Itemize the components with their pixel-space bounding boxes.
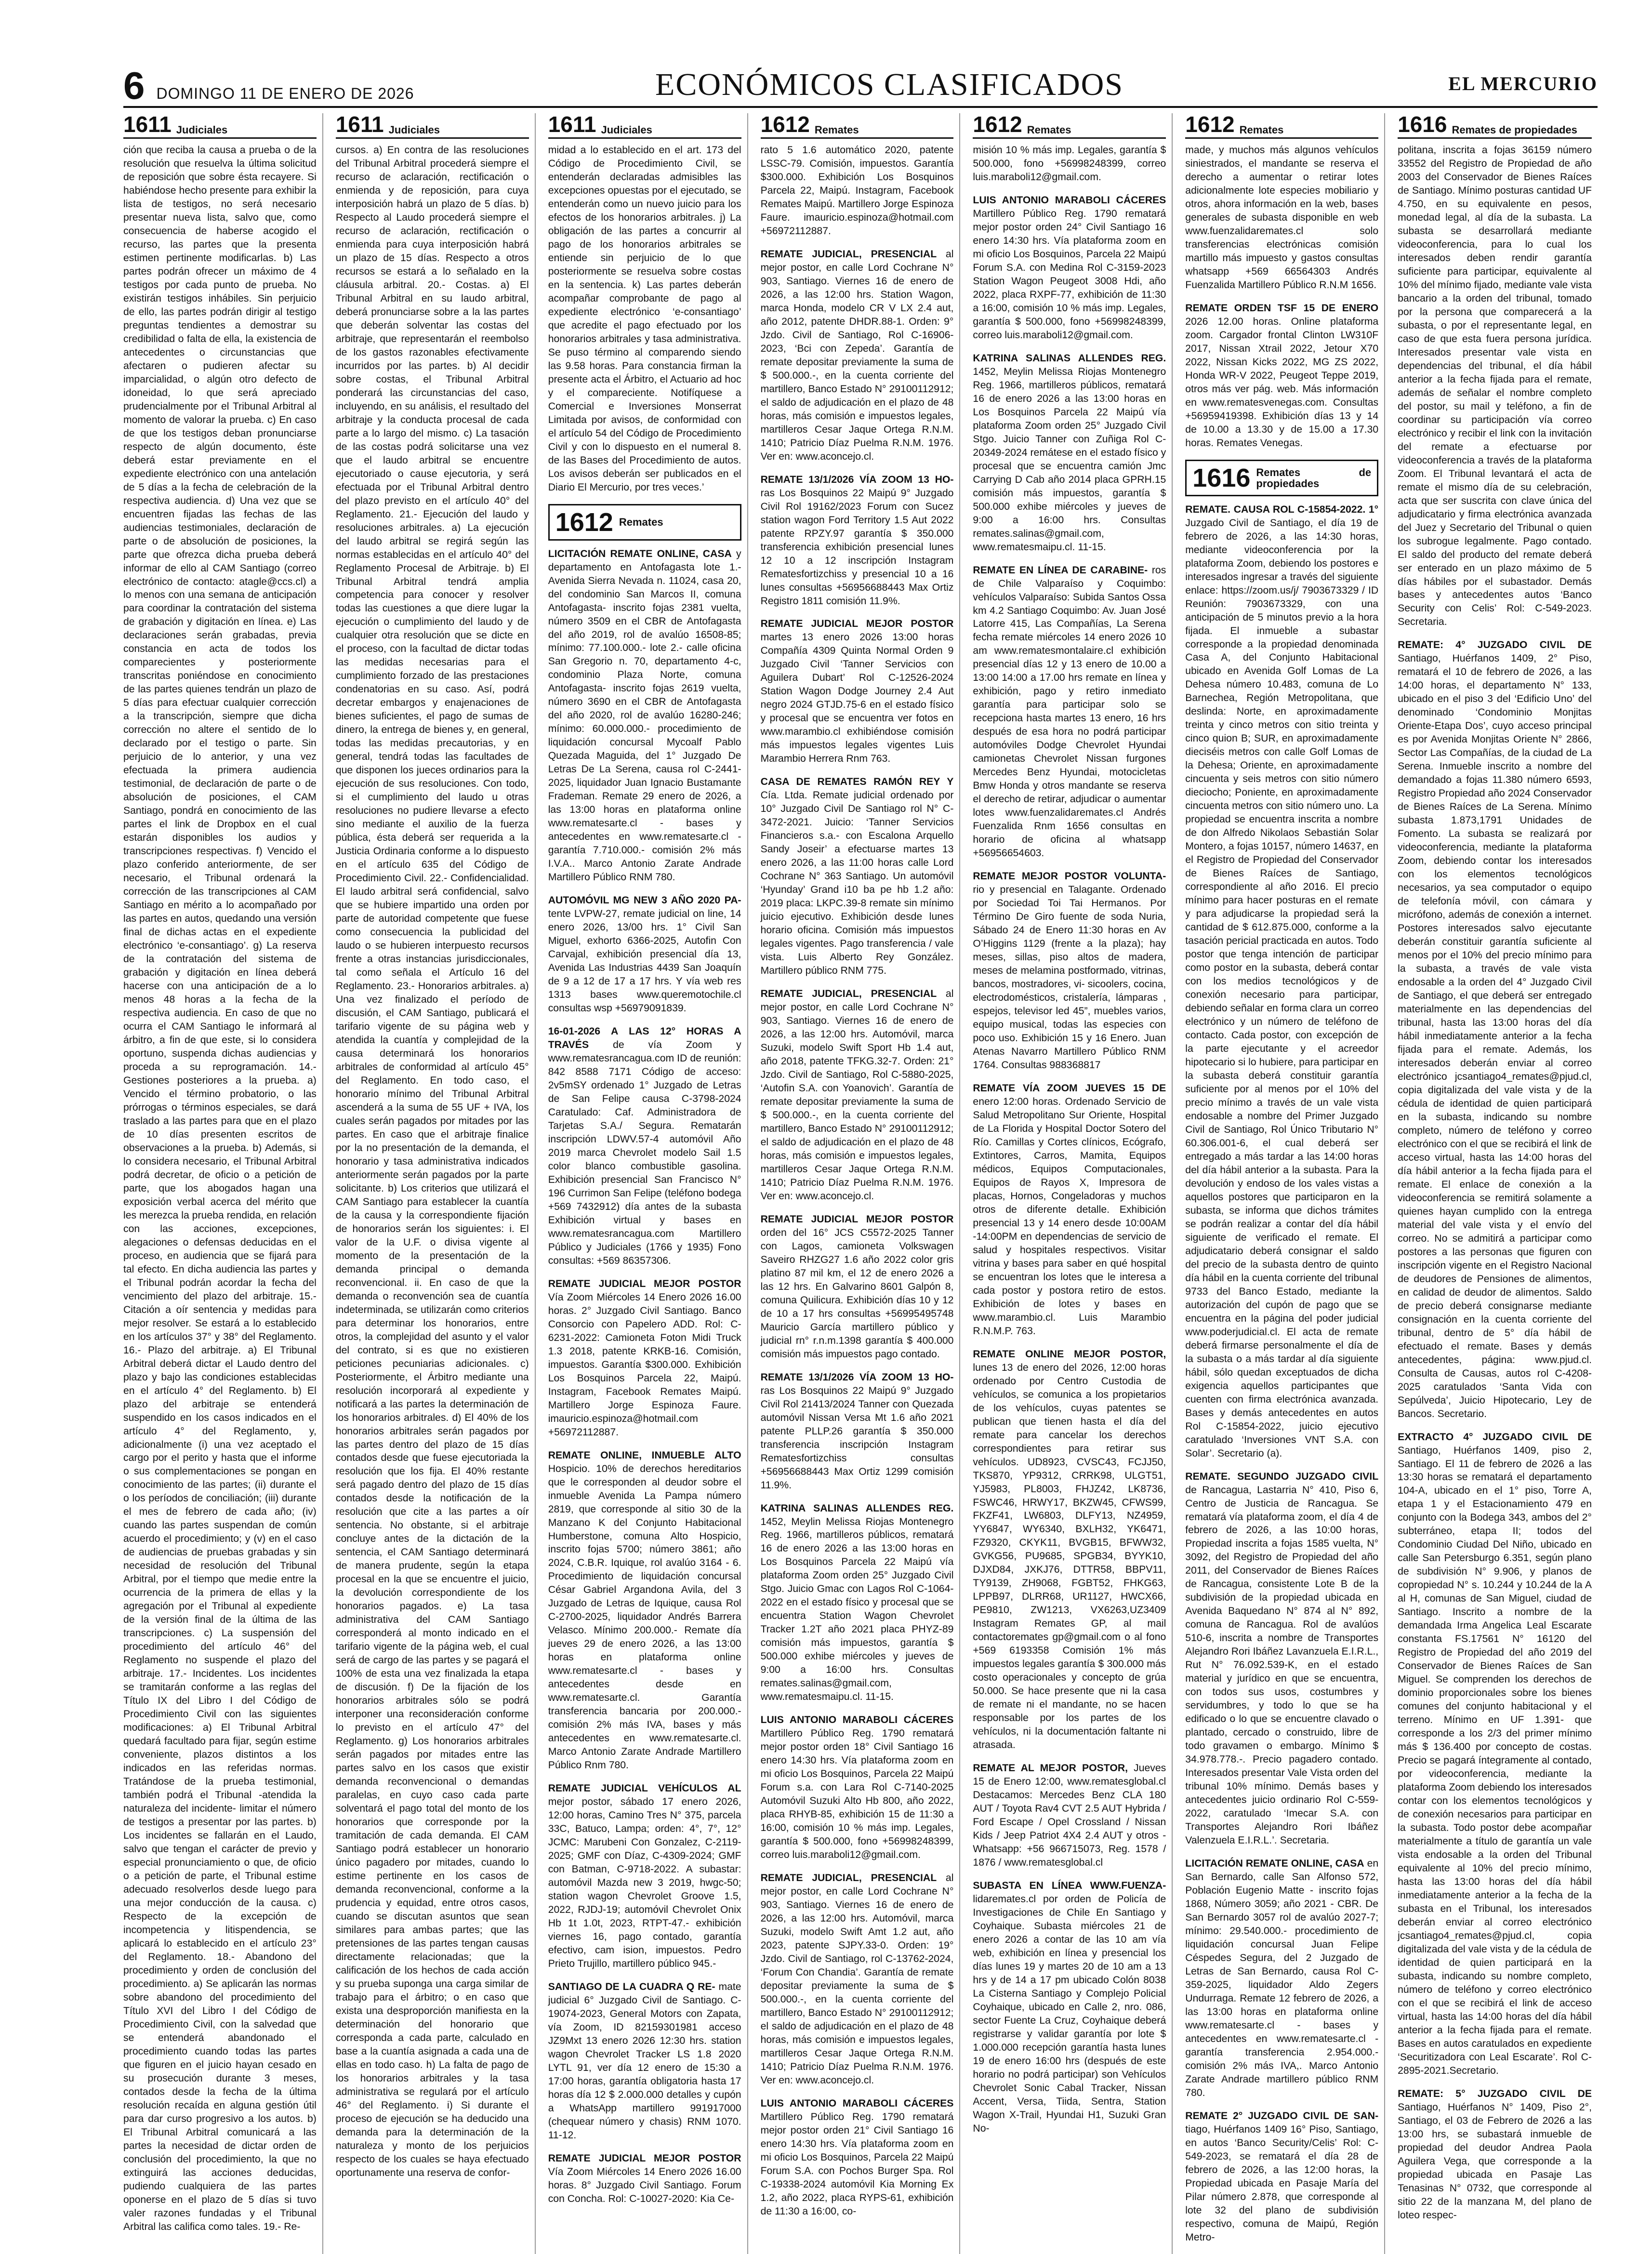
ad-title: REMATE JUDICIAL MEJOR POSTOR <box>760 1213 954 1225</box>
category-label: Judiciales <box>601 123 652 136</box>
ad-body: al mejor postor, en calle Lord Cochrane N° 903, Santiago. Viernes 16 de enero de 2026, a las 12:00 hrs. Station Wagon, marca Honda, modelo CR V LX 2.4 aut, año 2012, patente DHDR.88-1. Orden: 9° Jzdo. Civil de Santiago, Rol C-16906-2023, ‘Bci con Zepeda’. Garantía de remate depositar previamente la suma de $ 500.000.-, en la cuenta corriente del martillero, Banco Estado N° 29100112912; el saldo de adjudicación en el plazo de 48 horas, más comisión e impuestos legales, martilleros Cesar Jaque Ortega R.N.M. 1410; Patricio Díaz Puelma R.N.M. 1976. Ver en: www.aconcejo.cl. <box>760 248 954 462</box>
category-code: 1612 <box>1185 112 1235 137</box>
classified-ad <box>973 870 1166 1072</box>
classified-ad <box>973 352 1166 554</box>
ad-title: SANTIAGO DE LA CUADRA Q RE- <box>548 1981 715 1992</box>
ad-body: Martillero Público Reg. 1790 rematará mejor postor orden 18° Civil Santiago 16 enero 14:30 hrs. Vía plataforma zoom en mi oficio Los Bosquinos, Parcela 22 Maipú Forum s.a. con Lara Rol C-7140-2025 Automóvil Suzuki Alto Hb 800, año 2022, placa RHYB-85, exhibición 15 de 11:30 a 16:00, comisión 10 % más imp. Legales, garantía $ 500.000, fono +56998248399, correo luis.maraboli12@gmail.com. <box>760 1728 954 1861</box>
classified-ad <box>548 1025 741 1268</box>
ad-title: REMATE AL MEJOR POSTOR, <box>973 1763 1128 1774</box>
ad-title: REMATE VÍA ZOOM JUEVES 15 DE <box>973 1082 1166 1094</box>
classified-ad <box>336 144 529 2180</box>
ad-body: 1452, Meylin Melissa Riojas Montenegro Reg. 1966, martilleros públicos, rematará 16 de enero 2026 a las 13:00 horas en Los Bosquinos Parcela 22 Maipú vía plataforma Zoom orden 25° Juzgado Civil Stgo. Juicio Gmac con Lagos Rol C-1064-2022 en el estado físico y procesal que se encuentra Station Wagon Chevrolet Tracker 1.2T año 2021 placa PHYZ-89 comisión más impuestos, garantía $ 500.000 exhibe miércoles y jueves de 9:00 a 16:00 hrs. Consultas remates.salinas@gmail.com, www.rematesmaipu.cl. 11-15. <box>760 1516 954 1703</box>
classified-ad <box>761 987 954 1203</box>
classified-ad <box>1185 503 1378 1460</box>
classified-ad <box>1398 638 1592 1420</box>
ad-body: Martillero Público Reg. 1790 rematará mejor postor orden 21° Civil Santiago 16 enero 14:30 hrs. Vía plataforma zoom en mi oficio Los Bosquinos, Parcela 22 Maipú Forum S.A. con Pochos Burger Spa. Rol C-19338-2024 automóvil Kia Morning Ex 1.2, año 2022, placa RYPS-61, exhibición de 11:30 a 16:00, co- <box>760 2111 954 2217</box>
ad-body: Santiago, Huérfanos 1409, 2° Piso, rematará el 10 de febrero de 2026, a las 14:00 horas, el departamento N° 133, ubicado en el piso 3 del ‘Edificio Uno’ del denominado ‘Condominio Monjitas Oriente-Etapa Dos’, cuyo acceso principal es por Avenida Monjitas Oriente N° 2866, Sector Las Compañías, de la ciudad de La Serena. Inmueble inscrito a nombre del demandado a fojas 11.380 número 6593, Registro Propiedad año 2024 Conservador de Bienes Raíces de La Serena. Mínimo subasta 1.873,1791 Unidades de Fomento. La subasta se realizará por videoconferencia, mediante la plataforma Zoom, debiendo contar los interesados con los elementos tecnológicos necesarios, ya sea computador o equipo de telefonía móvil, con cámara y micrófono, además de conexión a internet. Postores interesados salvo ejecutante deberán constituir garantía suficiente al menos por el 10% del precio mínimo para la subasta, a través de vale vista endosable a la orden del 4° Juzgado Civil de Santiago, el que deberá ser entregado materialmente en las dependencias del tribunal, hasta las 13:00 horas del día hábil inmediatamente anterior a la fecha fijada para el remate. Además, los interesados deberán enviar al correo electrónico jcsantiago4_remates@pjud.cl, copia digitalizada del vale vista y de la cédula de identidad de quien participará en la subasta, indicando su nombre completo, número de teléfono y correo electrónico con el que se recibirá el link de acceso virtual, hasta las 14:00 horas del día hábil anterior a la fecha fijada para el remate. El enlace de conexión a la videoconferencia se remitirá solamente a quienes hayan cumplido con la entrega material del vale vista y el envío del correo. No se admitirá a participar como postores a las personas que figuren con inscripción vigente en el Registro Nacional de deudores de Pensiones de alimentos, en calidad de deudor de alimentos. Saldo de precio deberá consignarse mediante consignación en la cuenta corriente del tribunal, dentro de 5° día hábil de efectuado el remate. Bases y demás antecedentes, página: www.pjud.cl. Consulta de Causas, autos rol C-4208-2025 caratulados ‘Santa Vida con Sepúlveda’, Juicio Hipotecario, Ley de Bancos. Secretario. <box>1398 653 1592 1419</box>
category-code: 1612 <box>760 112 810 137</box>
classified-ad <box>548 1980 741 2142</box>
ad-title: REMATE. SEGUNDO JUZGADO CIVIL <box>1185 1471 1379 1482</box>
classified-ad <box>1185 1470 1378 1848</box>
column-header <box>123 113 317 139</box>
category-label: Judiciales <box>176 123 228 136</box>
ad-title: KATRINA SALINAS ALLENDES REG. <box>760 1502 954 1514</box>
category-label: Remates de propiedades <box>1256 466 1372 490</box>
ad-title: CASA DE REMATES RAMÓN REY Y <box>760 776 954 788</box>
classified-ad <box>761 1871 954 2087</box>
classified-column <box>1398 113 1598 2254</box>
ad-title: LUIS ANTONIO MARABOLI CÁCERES <box>760 1714 954 1726</box>
classified-column <box>973 113 1173 2254</box>
ad-title: REMATE. CAUSA ROL C-15854-2022. 1° <box>1185 504 1379 515</box>
category-code: 1612 <box>555 507 613 537</box>
classifieds-columns <box>123 112 1598 2243</box>
ad-body: misión 10 % más imp. Legales, garantía $ 500.000, fono +56998248399, correo luis.maraboli12@gmail.com. <box>973 145 1166 183</box>
classified-column <box>548 113 748 2254</box>
classified-ad <box>761 1502 954 1704</box>
classified-ad <box>761 473 954 608</box>
ad-title: SUBASTA EN LÍNEA WWW.FUENZA- <box>973 1880 1166 1892</box>
ad-body: martes 13 enero 2026 13:00 horas Compañía 4309 Quinta Normal Orden 9 Juzgado Civil ‘Tanner Servicios con Aguilera Dubart’ Rol C-12526-2024 Station Wagon Dodge Journey 2.4 Aut negro 2024 GTJD.75-6 en el estado físico y procesal que se encuentra ver fotos en www.marambio.cl exhibiéndose comisión más impuestos legales vigentes Luis Marambio Herrera Rnm 763. <box>760 632 954 765</box>
ad-title: REMATE JUDICIAL VEHÍCULOS AL <box>548 1783 741 1794</box>
ad-title: LICITACIÓN REMATE ONLINE, CASA <box>1185 1858 1364 1869</box>
ad-body: al mejor postor, en calle Lord Cochrane N° 903, Santiago. Viernes 16 de enero de 2026, a las 12:00 hrs. Automóvil, marca Suzuki, modelo Swift Amt 1.2 aut, año 2023, patente SJPY.33-0. Orden: 19° Jzdo. Civil de Santiago, rol C-13762-2024, ‘Forum Con Chandia’. Garantía de remate depositar previamente la suma de $ 500.000.-, en la cuenta corriente del martillero, Banco Estado N° 29100112912; el saldo de adjudicación en el plazo de 48 horas, más comisión e impuestos legales, martilleros Cesar Jaque Ortega R.N.M. 1410; Patricio Díaz Puelma R.N.M. 1976. Ver en: www.aconcejo.cl. <box>760 1872 954 2086</box>
classified-column <box>761 113 961 2254</box>
newspaper-brand: EL MERCURIO <box>1448 73 1598 94</box>
classified-ad <box>548 1782 741 1971</box>
category-code: 1611 <box>123 112 172 137</box>
category-code: 1611 <box>548 112 596 137</box>
ad-body: Hospicio. 10% de derechos hereditarios que le corresponden al deudor sobre el inmueble Avenida La Pampa número 2819, que corresponde al sitio 30 de la Manzano K del Conjunto Habitacional Humberstone, comuna Alto Hospicio, inscrito fojas 5700; número 3861; año 2024, C.B.R. Iquique, rol avalúo 3164 - 6. Procedimiento de liquidación concursal César Gabriel Argandona Avila, del 3 Juzgado de Letras de Iquique, causa Rol C-2700-2025, liquidador Andrés Barrera Velasco. Mínimo 200.000.- Remate día jueves 29 de enero 2026, a las 13:00 horas en plataforma online www.rematesarte.cl - bases y antecedentes desde en www.rematesarte.cl. Garantía transferencia bancaria por 200.000.- comisión 2% más IVA, bases y más antecedentes en www.rematesarte.cl. Marco Antonio Zarate Andrade Martillero Público Rnm 780. <box>548 1463 741 1771</box>
ad-body: lunes 13 de enero del 2026, 12:00 horas ordenado por Centro Custodia de vehículos, se comunica a los propietarios de los vehículos, cuyas patentes se publican que tienen hasta el día del remate para cancelar los derechos correspondientes para retirar sus vehículos. UD8923, CVSC43, FCJJ50, TKS870, YP9312, CRRK98, ULGT51, YJ5983, PL8003, FHJZ42, LK8736, FSWC46, HRWY17, BKZW45, CFWS99, FKZF41, LW6803, DLFY13, NZ4959, YY6847, WY6340, BXLH32, YK6471, FZ9320, CKYK11, BVGB15, BFWW32, GVKG56, PU9685, SPGB34, BYYK10, DJXD84, JXKJ76, DTTR58, BBPV11, TY9139, ZH9068, FGBT52, FHKG63, LPPB97, DLRR68, UR1127, HWCX66, PE9810, ZW1213, VX6263,UZ3409 Instagram Remates GP, al mail contactoremates gp@gmail.com o al fono +569 6193358 Comisión 1% más impuestos legales garantía $ 300.000 más costo operacionales y concepto de grúa 50.000. Se hace presente que ni la casa de remate ni el mandante, no se hacen responsable por los partes de los vehículos, ni la documentación faltante ni atrasada. <box>973 1362 1166 1751</box>
classified-column <box>336 113 536 2254</box>
ad-title: REMATE 2° JUZGADO CIVIL DE SAN- <box>1185 2110 1379 2121</box>
ad-title: LUIS ANTONIO MARABOLI CÁCERES <box>760 2097 954 2109</box>
page-info <box>123 64 414 108</box>
ad-title: LUIS ANTONIO MARABOLI CÁCERES <box>973 194 1166 206</box>
ad-title: REMATE EN LÍNEA DE CARABINE- <box>973 564 1148 576</box>
classified-ad <box>1185 302 1378 450</box>
ad-body: Santiago, Huérfanos N° 1409, Piso 2°, Santiago, el 03 de Febrero de 2026 a las 13:00 hrs, se subastará inmueble de propiedad del deudor Andrea Paola Aguilera Vega, que corresponde a la propiedad ubicada en Pasaje Las Tenasinas N° 0732, que corresponde al sitio 22 de la manzana M, del plano de loteo respec- <box>1398 2101 1592 2221</box>
classified-ad <box>761 617 954 766</box>
ad-body: Vía Zoom Miércoles 14 Enero 2026 16.00 horas. 2° Juzgado Civil Santiago. Banco Consorcio con Papelero ADD. Rol: C-6231-2022: Camioneta Foton Midi Truck 1.3 2018, patente KRKB-16. Comisión, impuestos. Garantía $300.000. Exhibición Los Bosquinos Parcela 22, Maipú. Instagram, Facebook Remates Maipú. Martillero Jorge Espinoza Faure. imauricio.espinoza@hotmail.com +56972112887. <box>548 1291 741 1438</box>
ad-body: ras Los Bosquinos 22 Maipú 9° Juzgado Civil Rol 19162/2023 Forum con Sucez station wagon Ford Territory 1.5 Aut 2022 patente RPZY.97 garantía $ 350.000 transferencia exhibición presencial lunes 12 10 a 12 inscripción Instagram Rematesfortizchiss y presencial 10 a 16 lunes consultas +56956688443 Max Ortiz Registro 1811 comisión 11.9%. <box>760 487 954 607</box>
classified-ad <box>973 194 1166 342</box>
ad-title: REMATE JUDICIAL MEJOR POSTOR <box>548 1278 741 1289</box>
classified-ad <box>761 2097 954 2218</box>
classified-ad <box>761 1371 954 1492</box>
section-title: ECONÓMICOS CLASIFICADOS <box>655 67 1123 102</box>
classified-ad <box>973 564 1166 861</box>
category-code: 1612 <box>973 112 1022 137</box>
classified-ad <box>1185 2109 1378 2244</box>
ad-title: REMATE JUDICIAL MEJOR POSTOR <box>760 618 954 630</box>
ad-title: REMATE ONLINE MEJOR POSTOR, <box>973 1348 1166 1360</box>
category-label: Remates <box>814 123 859 136</box>
ad-body: 2026 12.00 horas. Online plataforma zoom. Cargador frontal Clinton LW310F 2017, Nissan Xtrail 2022, Jetour X70 2022, Nissan Kicks 2022, MG ZS 2022, Honda WR-V 2022, Peugeot Teppe 2019, otros más ver pág. web. Más información en www.rematesvenegas.com. Consultas +56959419398. Exhibición días 13 y 14 de 10.00 a 13.30 y de 15.00 a 17.30 horas. Remates Venegas. <box>1185 316 1379 449</box>
ad-title: REMATE ORDEN TSF 15 DE ENERO <box>1185 302 1379 314</box>
edition-date: DOMINGO 11 DE ENERO DE 2026 <box>156 85 414 102</box>
category-code: 1616 <box>1398 112 1447 137</box>
ad-body: de vía Zoom y www.rematesrancagua.com ID de reunión: 842 8588 7171 Código de acceso: 2v5mSY ordenado 1° Juzgado de Letras de San Felipe causa C-3798-2024 Caratulado: Caf. Administradora de Tarjetas S.A./ Segura. Rematarán inscripción LDWV.57-4 automóvil Año 2019 marca Chevrolet modelo Sail 1.5 color blanco combustible gasolina. Exhibición presencial San Francisco N° 196 Currimon San Felipe (teléfono bodega +569 7432912) día antes de la subasta Exhibición virtual y bases en www.rematesrancagua.com Martillero Público y Judiciales (1766 y 1935) Fono consultas: +569 86357306. <box>548 1039 741 1266</box>
classified-ad <box>548 2152 741 2206</box>
classified-ad <box>761 1213 954 1361</box>
ad-body: y departamento en Antofagasta lote 1.- Avenida Sierra Nevada n. 11024, casa 20, del condominio San Marcos II, comuna Antofagasta- inscrito fojas 2381 vuelta, número 3509 en el CBR de Antofagasta del año 2019, rol de avalúo 16508-85; mínimo: 77.100.000.- lote 2.- calle oficina San Gregorio n. 70, departamento 4-c, condominio Plaza Norte, comuna Antofagasta- inscrito fojas 2619 vuelta, número 3690 en el CBR de Antofagasta del año 2020, rol de avalúo 16280-246; mínimo: 60.000.000.- procedimiento de liquidación concursal Mycoalf Pablo Quezada Maguida, del 1° Juzgado De Letras De La Serena, causa rol C-2441-2025, liquidador Juan Ignacio Bustamante Frademan. Remate 29 enero de 2026, a las 13:00 horas en plataforma online www.rematesarte.cl - bases y antecedentes en www.rematesarte.cl - garantía 7.710.000.- comisión 2% más I.V.A.. Marco Antonio Zarate Andrade Martillero Público RNM 780. <box>548 548 741 883</box>
category-label: Remates <box>1239 123 1284 136</box>
ad-title: REMATE 13/1/2026 VÍA ZOOM 13 HO- <box>760 474 954 485</box>
column-header <box>761 113 954 139</box>
ad-body: ras Los Bosquinos 22 Maipú 9° Juzgado Civil Rol 21413/2024 Tanner con Quezada automóvil Nissan Versa Mt 1.6 año 2021 patente PLLP.26 garantía $ 350.000 transferencia inscripción Instagram Rematesfortizchiss consultas +56956688443 Max Ortiz 1299 comisión 11.9%. <box>760 1385 954 1491</box>
ad-body: cursos. a) En contra de las resoluciones del Tribunal Arbitral procederá siempre el recurso de aclaración, rectificación o enmienda y de reposición, para cuya interposición habrá un plazo de 5 días. b) Respecto al Laudo procederá siempre el recurso de aclaración, rectificación o enmienda para cuya interposición habrá un plazo de 15 días. Respecto a otros recursos se estará a lo señalado en la cláusula arbitral. 20.- Costas. a) El Tribunal Arbitral en su laudo arbitral, deberá pronunciarse sobre a la las partes que deberán solventar las costas del arbitraje, que representarán el reembolso de los gastos razonables efectivamente incurridos por las partes. b) Al decidir sobre costas, el Tribunal Arbitral ponderará las circunstancias del caso, incluyendo, en su análisis, el resultado del arbitraje y la conducta procesal de cada parte a lo largo del mismo. c) La tasación de las costas podrá solicitarse una vez que el laudo arbitral se encuentre ejecutoriado o cause ejecutoria, y será efectuada por el Tribunal Arbitral dentro del plazo previsto en el artículo 40° del Reglamento. 21.- Ejecución del laudo y resoluciones arbitrales. a) La ejecución del laudo arbitral se regirá según las normas establecidas en el artículo 40° del Reglamento Procesal de Arbitraje. b) El Tribunal Arbitral tendrá amplia competencia para conocer y resolver todas las cuestiones a que diere lugar la ejecución o cumplimiento del laudo y de cualquier otra resolución que se dicte en el proceso, con la facultad de dictar todas las medidas necesarias para el cumplimiento forzado de las prestaciones condenatorias en su caso. Así, podrá decretar embargos y enajenaciones de bienes suficientes, el pago de sumas de dinero, la entrega de bienes y, en general, todas las medidas precautorias, y en general, tendrá todas las facultades de que disponen los jueces ordinarios para la ejecución de sus resoluciones. Con todo, si el cumplimiento del laudo u otras resoluciones no pudiere llevarse a efecto sino mediante el auxilio de la fuerza pública, ésta deberá ser requerida a la Justicia Ordinaria conforme a lo dispuesto en el artículo 635 del Código de Procedimiento Civil. 22.- Confidencialidad. El laudo arbitral será confidencial, salvo que se hubiere impartido una orden por parte de autoridad competente que fuese como consecuencia la publicidad del laudo o se hubieren interpuesto recursos frente a otras instancias jurisdiccionales, tal como señala el Artículo 16 del Reglamento. 23.- Honorarios arbitrales. a) Una vez finalizado el período de discusión, el CAM Santiago, publicará el tarifario vigente de su página web y atendida la cuantía y complejidad de la causa determinará los honorarios arbitrales de conformidad al artículo 45° del Reglamento. En todo caso, el honorario mínimo del Tribunal Arbitral ascenderá a la suma de 55 UF + IVA, los cuales serán pagados por mitades por las partes. En caso que el arbitraje finalice por la no presentación de la demanda, el honorario y tasa administrativa indicados anteriormente serán pagados por la parte solicitante. b) Los criterios que utilizará el CAM Santiago para establecer la cuantía de la causa y la correspondiente fijación de honorarios serán los siguientes: i. El valor de la U.F. o divisa vigente al momento de la presentación de la demanda principal o demanda reconvencional. ii. En caso de que la demanda o reconvención sea de cuantía indeterminada, se utilizarán como criterios para determinar los honorarios, entre otros, la complejidad del asunto y el valor del contrato, si es que no existieren peticiones pecuniarias adicionales. c) Posteriormente, el Árbitro mediante una resolución incorporará al expediente y notificará a las partes la determinación de los honorarios arbitrales. d) El 40% de los honorarios arbitrales serán pagados por las partes dentro del plazo de 15 días contados desde que fuese ejecutoriada la resolución que los fija. El 40% restante será pagado dentro del plazo de 15 días contados desde la notificación de la resolución que cite a las partes a oír sentencia. No obstante, si el arbitraje concluye antes de la dictación de la sentencia, el CAM Santiago determinará de manera prudente, según la etapa procesal en la que se encuentre el juicio, la devolución correspondiente de los honorarios pagados. e) La tasa administrativa del CAM Santiago corresponderá al monto indicado en el tarifario vigente de la página web, el cual será de cargo de las partes y se pagará el 100% de esta una vez finalizada la etapa de discusión. f) De la fijación de los honorarios arbitrales sólo se podrá interponer una reconsideración conforme lo previsto en el artículo 47° del Reglamento. g) Los honorarios arbitrales serán pagados por mitades entre las partes salvo en los casos que existir demanda reconvencional o demandas paralelas, en cuyo caso cada parte solventará el pago total del monto de los honorarios que corresponde por la tramitación de cada demanda. El CAM Santiago podrá establecer un honorario único pagadero por mitades, cuando lo estime pertinente en los casos de demanda reconvencional, conforme a la prudencia y equidad, entre otros casos, cuando se discutan asuntos que sean similares para ambas partes; que las pretensiones de las partes tengan causas directamente relacionadas; que la calificación de los hechos de cada acción y su prueba suponga una carga similar de trabajo para el árbitro; o en caso que exista una desproporción manifiesta en la determinación del honorario que corresponda a cada parte, calculado en base a la cuantía asignada a cada una de ellas en todo caso. h) La falta de pago de los honorarios arbitrales y la tasa administrativa se regulará por el artículo 46° del Reglamento. i) Si durante el proceso de ejecución se ha deducido una demanda para la determinación de la naturaleza y monto de los perjuicios respecto de los cuales se haya efectuado oportunamente una reserva de confor- <box>335 145 529 2178</box>
ad-body: Jueves 15 de Enero 12:00, www.rematesglobal.cl Destacamos: Mercedes Benz CLA 180 AUT / Toyota Rav4 CVT 2.5 AUT Hybrida / Ford Escape / Opel Crossland / Nissan Kids / Jeep Patriot 4X4 2.4 AUT y otros - Whatsapp: +56 966715073, Reg. 1578 / 1876 / www.rematesglobal.cl <box>973 1763 1166 1869</box>
classified-ad <box>973 1348 1166 1752</box>
ad-title: REMATE: 5° JUZGADO CIVIL DE <box>1398 2088 1592 2099</box>
classified-ad <box>1185 1857 1378 2100</box>
ad-body: midad a lo establecido en el art. 173 del Código de Procedimiento Civil, se entenderán declaradas admisibles las excepciones opuestas por el ejecutado, se entenderán como un nuevo juicio para los efectos de los honorarios arbitrales. j) La obligación de las partes a concurrir al pago de los honorarios arbitrales se entiende sin perjuicio de lo que posteriormente se resuelva sobre costas en la sentencia. k) Las partes deberán acompañar comprobante de pago al expediente electrónico ‘e-consantiago’ que acredite el pago efectuado por los honorarios arbitrales y tasa administrativa. Se puso término al comparendo siendo las 9.58 horas. Para constancia firman la presente acta el Árbitro, el Actuario ad hoc y el compareciente. Notifíquese a Comercial e Inversiones Monserrat Limitada por avisos, de conformidad con el artículo 54 del Código de Procedimiento Civil y con lo dispuesto en el numeral 8. de las Bases del Procedimiento de autos. Los avisos deberán ser publicados en el Diario El Mercurio, por tres veces.’ <box>548 145 741 493</box>
ad-title: KATRINA SALINAS ALLENDES REG. <box>973 352 1166 364</box>
classified-ad <box>973 1082 1166 1338</box>
category-code: 1616 <box>1192 463 1251 492</box>
ad-body: ción que reciba la causa a prueba o de la resolución que resuelva la última solicitud de reposición que sobre ésta recayere. Si habiéndose hecho presente para exhibir la lista de testigos, no será necesario presentar nueva lista, salvo que, como consecuencia de haberse acogido el recurso, las partes que la presenta estimen pertinente modificarlas. b) Las partes podrán ofrecer un máximo de 4 testigos por cada punto de prueba. No existirán testigos inhábiles. Sin perjuicio de ello, las partes podrán dirigir al testigo preguntas tendientes a demostrar su credibilidad o falta de ella, la existencia de antecedentes o circunstancias que afectaren o pudieren afectar su imparcialidad, o algún otro defecto de idoneidad, lo que será apreciado prudencialmente por el Tribunal Arbitral al momento de valorar la prueba. c) En caso de que los testigos deban pronunciarse respecto de algún documento, éste deberá estar previamente en el expediente electrónico con una antelación de 5 días a la fecha de celebración de la respectiva audiencia. d) Una vez que se encuentren fijadas las fechas de las audiencias testimoniales, declaración de parte o de absolución de posiciones, la parte que ofrezca dicha prueba deberá informar de ello al CAM Santiago (correo electrónico de contacto: atagle@ccs.cl) a lo menos con una semana de anticipación para coordinar la contratación del sistema de grabación y digitación en línea. e) Las declaraciones serán grabadas, previa constancia en acta de todos los comparecientes y posteriormente transcritas poniéndose en conocimiento de las partes quienes tendrán un plazo de 5 días para efectuar cualquier corrección a la transcripción, siempre que dicha corrección no altere el sentido de lo declarado por el testigo o parte. Sin perjuicio de lo anterior, y una vez efectuada la primera audiencia testimonial, de declaración de parte o de absolución de posiciones, el CAM Santiago, pondrá en conocimiento de las partes el link de Dropbox en el cual estarán disponibles los audios y transcripciones respectivas. f) Vencido el plazo conferido anteriormente, de ser necesario, el Tribunal ordenará la corrección de las transcripciones al CAM Santiago en mérito a lo acompañado por las partes en autos, quedando una versión final de dichas actas en el expediente electrónico ‘e-consantiago’. g) La reserva de la contratación del sistema de grabación y digitación en línea deberá hacerse con una anticipación de a lo menos 48 horas a la fecha de la respectiva audiencia. En caso de que no ocurra el CAM Santiago le informará al árbitro, a fin de que este, si lo considera oportuno, suspenda dichas audiencias y proceda a su reprogramación. 14.- Gestiones posteriores a la prueba. a) Vencido el término probatorio, o las prórrogas o términos especiales, se dará traslado a las partes para que en el plazo de 10 días presenten escritos de observaciones a la prueba. b) Además, si lo considera necesario, el Tribunal Arbitral podrá decretar, de oficio o a petición de parte, que los abogados hagan una exposición verbal acerca del mérito que les merezca la prueba rendida, en relación con las acciones, excepciones, alegaciones o defensas deducidas en el proceso, en audiencia que se fijará para tal efecto. En dicha audiencia las partes y el Tribunal podrán acordar la fecha del vencimiento del plazo del arbitraje. 15.- Citación a oír sentencia y medidas para mejor resolver. Se estará a lo establecido en los artículos 37° y 38° del Reglamento. 16.- Plazo del arbitraje. a) El Tribunal Arbitral deberá dictar el Laudo dentro del plazo y bajo las condiciones establecidas en el artículo 4° del Reglamento. b) El plazo del arbitraje se entenderá suspendido en los casos indicados en el artículo 4° del Reglamento, y, adicionalmente (i) una vez aceptado el cargo por el perito y hasta que el informe o sus complementaciones se pongan en conocimiento de las partes; (ii) durante el o los períodos de conciliación; (iii) durante el mes de febrero de cada año; (iv) cuando las partes suspendan de común acuerdo el procedimiento; y (v) en el caso de audiencias de pruebas grabadas y sin necesidad de resolución del Tribunal Arbitral, por el tiempo que medie entre la ocurrencia de la primera de ellas y la agregación por el Tribunal al expediente de la versión final de la última de las transcripciones. c) La suspensión del procedimiento del artículo 46° del Reglamento no suspende el plazo del arbitraje. 17.- Incidentes. Los incidentes se tramitarán conforme a las reglas del Título IX del Libro I del Código de Procedimiento Civil con las siguientes modificaciones: a) El Tribunal Arbitral quedará facultado para fijar, según estime conveniente, plazos distintos a los indicados en las referidas normas. Tratándose de la prueba testimonial, también podrá el Tribunal -atendida la naturaleza del incidente- limitar el número de testigos a presentar por las partes. b) Los incidentes se fallarán en el Laudo, salvo que tengan el carácter de previo y especial pronunciamiento o que, de oficio o a petición de parte, el Tribunal estime adecuado resolverlos desde luego para una mejor conducción de la causa. c) Respecto de la excepción de incompetencia y litispendencia, se aplicará lo establecido en el artículo 23° del Reglamento. 18.- Abandono del procedimiento y orden de conclusión del procedimiento. a) Se aplicarán las normas sobre abandono del procedimiento del Título XVI del Libro I del Código de Procedimiento Civil, con la salvedad que se entenderá abandonado el procedimiento cuando todas las partes que figuren en el juicio hayan cesado en su prosecución durante 3 meses, contados desde la fecha de la última resolución recaída en alguna gestión útil para dar curso progresivo a los autos. b) El Tribunal Arbitral comunicará a las partes la necesidad de dictar orden de conclusión del procedimiento, la que no extinguirá las acciones deducidas, pudiendo cualquiera de las partes oponerse en el plazo de 5 días si tuvo valer razones fundadas y el Tribunal Arbitral las califica como tales. 19.- Re- <box>123 145 317 2232</box>
ad-body: en San Bernardo, calle San Alfonso 572, Población Eugenio Matte - inscrito fojas 1868, Número 3059; año 2021 - CBR. De San Bernardo 3057 rol de avalúo 2027-7; mínimo: 29.540.000.- procedimiento de liquidación concursal Juan Felipe Céspedes Segura, del 2 Juzgado de Letras de San Bernardo, causa Rol C-359-2025, liquidador Aldo Zegers Undurraga. Remate 12 febrero de 2026, a las 13:00 horas en plataforma online www.rematesarte.cl - bases y antecedentes en www.rematesarte.cl - garantía transferencia 2.954.000.- comisión 2% más IVA,. Marco Antonio Zarate Andrade martillero público RNM 780. <box>1185 1858 1379 2098</box>
page-number: 6 <box>123 64 145 107</box>
ad-body: made, y muchos más algunos vehículos siniestrados, el mandante se reserva el derecho a aumentar o retirar lotes adicionalmente lote especies mobiliario y otros, ahora información en la web, bases generales de subasta disponible en web www.fuenzalidaremates.cl solo transferencias electrónicas comisión martillo más impuesto y gastos consultas whatsapp +569 66564303 Andrés Fuenzalida Martillero Público R.N.M 1656. <box>1185 145 1379 291</box>
classified-ad <box>1398 2087 1592 2222</box>
classified-column <box>123 113 323 2254</box>
ad-body: tiago, Huérfanos 1409 16° Piso, Santiago, en autos ‘Banco Security/Celis’ Rol: C-549-2023, se rematará el día 28 de febrero de 2026, a las 12:00 horas, la Propiedad ubicada en Pasaje María del Pilar número 2.878, que corresponde al lote 32 del plano de subdivisión respectivo, comuna de Maipú, Región Metro- <box>1185 2123 1379 2243</box>
classified-column <box>1185 113 1385 2254</box>
classified-ad <box>761 248 954 464</box>
ad-body: Juzgado Civil de Santiago, el día 19 de febrero de 2026, a las 14:30 horas, mediante videoconferencia por la plataforma Zoom, debiendo los postores e interesados ingresar a través del siguiente enlace: https://zoom.us/j/ 7903673329 / ID Reunión: 7903673329, con una anticipación de 5 minutos previo a la hora fijada. El inmueble a subastar corresponde a la propiedad denominada Casa A, del Conjunto Habitacional ubicado en Avenida Golf Lomas de La Dehesa número 10.483, comuna de Lo Barnechea, Región Metropolitana, que deslinda: Norte, en aproximadamente treinta y cinco metros con sitio treinta y cinco quion B; SUR, en aproximadamente dieciséis metros con calle Golf Lomas de la Dehesa; Oriente, en aproximadamente cincuenta y seis metros con sitio número dieciocho; Poniente, en aproximadamente cincuenta metros con sitio número uno. La propiedad se encuentra inscrita a nombre de don Alfredo Nikolaos Sebastián Solar Montero, a fojas 10157, número 14637, en el Registro de Propiedad del Conservador de Bienes Raíces de Santiago, correspondiente al año 2016. El precio mínimo para hacer posturas en el remate y para adjudicarse la propiedad será la cantidad de $ 612.875.000, conforme a la tasación pericial practicada en autos. Todo postor que tenga intención de participar como postor en la subasta, deberá contar con los medios tecnológicos y de conexión necesario para participar, debiendo señalar en forma clara un correo electrónico y un número de teléfono de contacto. Cada postor, con excepción de la parte ejecutante y el acreedor hipotecario si lo hubiere, para participar en la subasta deberá constituir garantía suficiente por al menos por el 10% del precio mínimo a través de un vale vista endosable a nombre del Primer Juzgado Civil de Santiago, Rol Único Tributario N° 60.306.001-6, el cual deberá ser entregado a más tardar a las 14:00 horas del día hábil anterior a la subasta. Para la devolución y endoso de los vales vistas a aquellos postores que participaron en la subasta, se informa que dichos trámites se podrán realizar a contar del día hábil siguiente de verificado el remate. El adjudicatario deberá consignar el saldo del precio de la subasta dentro de quinto día hábil en la cuenta corriente del tribunal 9733 del Banco Estado, mediante la autorización del cupón de pago que se encuentra en la página del poder judicial www.poderjudicial.cl. El acta de remate deberá firmarse personalmente el día de la subasta o a más tardar al día siguiente hábil, sólo quedan exceptuados de dicha exigencia aquellos participantes que cuenten con firma electrónica avanzada. Bases y demás antecedentes en autos Rol C-15854-2022, juicio ejecutivo caratulado ‘Inversiones VNT S.A. con Solar’. Secretario (a). <box>1185 517 1379 1459</box>
category-code: 1611 <box>335 112 384 137</box>
column-header <box>1185 113 1378 139</box>
classified-ad <box>973 144 1166 184</box>
classified-ad <box>548 894 741 1015</box>
classified-ad <box>1185 144 1378 292</box>
column-header <box>548 113 741 139</box>
classified-ad <box>973 1762 1166 1869</box>
classified-ad <box>1398 144 1592 629</box>
column-header <box>336 113 529 139</box>
classified-ad <box>123 144 317 2234</box>
classified-ad <box>973 1879 1166 2135</box>
ad-title: REMATE JUDICIAL MEJOR POSTOR <box>548 2152 741 2164</box>
ad-title: REMATE: 4° JUZGADO CIVIL DE <box>1398 639 1592 651</box>
ad-body: rato 5 1.6 automático 2020, patente LSSC-79. Comisión, impuestos. Garantía $300.000. Exhibición Los Bosquinos Parcela 22, Maipú. Instagram, Facebook Remates Maipú. Martillero Jorge Espinoza Faure. imauricio.espinoza@hotmail.com +56972112887. <box>760 145 954 237</box>
column-header <box>1398 113 1592 139</box>
ad-body: orden del 16° JCS C5572-2025 Tanner con Lagos, camioneta Volkswagen Saveiro RHZG27 1.6 año 2022 color gris platino 87 mil km, el 12 de enero 2026 a las 12 hrs. En Galvarino 8601 Galpón 8, comuna Quilicura. Exhibición días 10 y 12 de 10 a 17 hrs consultas +56995495748 Mauricio García martillero público y judicial rn° r.n.m.1398 garantía $ 400.000 comisión más impuestos pago contado. <box>760 1227 954 1360</box>
category-box-header <box>1185 460 1378 496</box>
ad-title: REMATE ONLINE, INMUEBLE ALTO <box>548 1449 741 1461</box>
ad-body: rio y presencial en Talagante. Ordenado por Sociedad Toi Tai Hermanos. Por Término De Giro fuente de soda Nuria, Sábado 24 de Enero 11:30 horas en Av O’Higgins 1129 (frente a la plaza); hay meses, sillas, piso altos de madera, meses de melamina postformado, vitrinas, bancos, mostradores, vi- sicoolers, cocina, electrodomésticos, cristalería, lámparas , espejos, televisor led 45”, muebles varios, equipo musical, todas las especies con poco uso. Exhibición 15 y 16 Enero. Juan Atenas Navarro Martillero Público RNM 1764. Consultas 988368817 <box>973 884 1166 1071</box>
ad-title: REMATE 13/1/2026 VÍA ZOOM 13 HO- <box>760 1371 954 1383</box>
classified-ad <box>548 1277 741 1439</box>
classified-ad <box>1398 1431 1592 2078</box>
ad-body: de Rancagua, Lastarria N° 410, Piso 6, Centro de Justicia de Rancagua. Se rematará vía plataforma zoom, el día 4 de febrero de 2026, a las 10:00 horas, Propiedad inscrita a fojas 1585 vuelta, N° 3092, del Registro de Propiedad del año 2011, del Conservador de Bienes Raíces de Rancagua, consistente Lote B de la subdivisión de la propiedad ubicada en Avenida Baquedano N° 874 al N° 892, comuna de Rancagua. Rol de avalúos 510-6, inscrita a nombre de Transportes Alejandro Rori Ibáñez Lavanzuela E.I.R.L., Rut N° 76.092.539-K, en el estado material y jurídico en que se encuentra, con todos sus usos, costumbres y servidumbres, y todo lo que se ha edificado o lo que se encuentre clavado o plantado, cercado o construido, libre de todo gravamen o embargo. Mínimo $ 34.978.778.-. Precio pagadero contado. Interesados presentar Vale Vista orden del tribunal 10% mínimo. Demás bases y antecedentes juicio ordinario Rol C-559-2022, caratulado ‘Imecar S.A. con Transportes Alejandro Rori Ibáñez Valenzuela E.I.R.L.’. Secretaria. <box>1185 1484 1379 1846</box>
ad-title: REMATE JUDICIAL, PRESENCIAL <box>760 1872 937 1884</box>
ad-body: politana, inscrita a fojas 36159 número 33552 del Registro de Propiedad de año 2003 del Conservador de Bienes Raíces de Santiago. Mínimo posturas cantidad UF 4.750, en su equivalente en pesos, monedad legal, al día de la subasta. La subasta se desarrollará mediante videoconferencia, para lo cual los interesados deben rendir garantía suficiente para participar, equivalente al 10% del mínimo fijado, mediante vale vista bancario a la orden del tribunal, tomado por la persona que comparecerá a la subasta, o por el representante legal, en caso de que esta fuera persona jurídica. Interesados presentar vale vista en dependencias del tribunal, el día hábil anterior a la fecha fijada para el remate, además de señalar el nombre completo del postor, su mail y teléfono, a fin de coordinar su participación vía correo electrónico y recibir el link con la invitación del remate a efectuarse por videoconferencia a través de la plataforma Zoom. El Tribunal levantará el acta de remate el mismo día de su celebración, acta que ser suscrita con clave única del adjudicatario y firma electrónica avanzada del Juez y Secretario del Tribunal o quien los subrogue legalmente. Pago contado. El saldo del producto del remate deberá ser enterado en un plazo máximo de 5 días hábiles por el subastador. Demás bases y antecedentes autos ‘Banco Security con Celis’ Rol: C-549-2023. Secretaria. <box>1398 145 1592 628</box>
category-box-header <box>548 504 741 541</box>
ad-body: Cía. Ltda. Remate judicial ordenado por 10° Juzgado Civil De Santiago rol N° C-3472-2021. Juicio: ‘Tanner Servicios Financieros s.a.- con Escalona Arquello Sandy Joseir’ a efectuarse martes 13 enero 2026, a las 11:00 horas calle Lord Cochrane N° 363 Santiago. Un automóvil ‘Hyunday’ Grand i10 ba pe hb 1.2 año: 2019 placa: LKPC.39-8 remate sin mínimo juicio ejecutivo. Exhibición desde lunes horario oficina. Comisión más impuestos legales vigentes. Pago transferencia / vale vista. Luis Alberto Rey González. Martillero público RNM 775. <box>760 790 954 977</box>
ad-body: tente LVPW-27, remate judicial on line, 14 enero 2026, 13/00 hrs. 1° Civil San Miguel, exhorto 6366-2025, Autofin Con Carvajal, exhibición presencial día 13, Avenida Las Industrias 4439 San Joaquín de 9 a 12 de 17 a 17 hrs. Y vía web res 1313 bases www.queremotochile.cl consultas wsp +56979091839. <box>548 908 741 1014</box>
ad-body: 1452, Meylin Melissa Riojas Montenegro Reg. 1966, martilleros públicos, rematará 16 de enero 2026 a las 13:00 horas en Los Bosquinos Parcela 22 Maipú vía plataforma Zoom orden 25° Juzgado Civil Stgo. Juicio Tanner con Zuñiga Rol C-20349-2024 remátese en el estado físico y procesal que se encuentra camión Jmc Carrying D Cab año 2014 placa GPRH.15 comisión más impuestos, garantía $ 500.000 exhibe miércoles y jueves de 9:00 a 16:00 hrs. Consultas remates.salinas@gmail.com, www.rematesmaipu.cl. 11-15. <box>973 366 1166 553</box>
ad-body: mejor postor, sábado 17 enero 2026, 12:00 horas, Camino Tres N° 375, parcela 33C, Batuco, Lampa; orden: 4°, 7°, 12° JCMC: Marubeni Con Gonzalez, C-2119-2025; GMF con Díaz, C-4309-2024; GMF con Batman, C-9718-2022. A subastar: automóvil Mazda new 3 2019, hwgc-50; station wagon Chevrolet Groove 1.5, 2022, RJDJ-19; automóvil Chevrolet Onix Hb 1t 1.0t, 2023, RTPT-47.- exhibición viernes 16, pago contado, garantía efectivo, cam ision, impuestos. Pedro Prieto Trujillo, martillero público 945.- <box>548 1796 741 1970</box>
ad-body: lidaremates.cl por orden de Policía de Investigaciones de Chile En Santiago y Coyhaique. Subasta miércoles 21 de enero 2026 a contar de las 10 am vía web, exhibición en línea y presencial los días lunes 19 y martes 20 de 10 am a 13 hrs y de 14 a 17 pm ubicado Colón 8038 La Cisterna Santiago y Complejo Policial Coyhaique, ubicado en Calle 2, nro. 086, sector Fuente La Cruz, Coyhaique deberá registrarse y validar garantía por lote $ 1.000.000 recepción garantía hasta lunes 19 de enero 16:00 hrs (después de este horario no podrá participar) son Vehículos Chevrolet Sonic Cabal Tracker, Nissan Accent, Versa, Tiida, Sentra, Station Wagon X-Trail, Hyundai H1, Suzuki Gran No- <box>973 1894 1166 2134</box>
page-header <box>123 58 1598 108</box>
classified-ad <box>548 144 741 494</box>
ad-title: AUTOMÓVIL MG NEW 3 AÑO 2020 PA- <box>548 895 741 906</box>
category-label: Judiciales <box>388 123 440 136</box>
ad-title: EXTRACTO 4° JUZGADO CIVIL DE <box>1398 1431 1592 1443</box>
ad-body: mate judicial 6° Juzgado Civil de Santiago. C-19074-2023, General Motors con Zapata, vía Zoom, ID 82159301981 acceso JZ9Mxt 13 enero 2026 12:30 hrs. station wagon Chevrolet Tracker LS 1.8 2020 LYTL 91, ver día 12 enero de 15:30 a 17:00 horas, garantía obligatoria hasta 17 horas día 12 $ 2.000.000 detalles y cupón a WhatsApp martillero 991917000 (chequear número y chasis) RNM 1070. 11-12. <box>548 1981 741 2141</box>
ad-title: REMATE JUDICIAL, PRESENCIAL <box>760 988 937 1000</box>
category-label: Remates de propiedades <box>1452 123 1577 136</box>
ad-title: LICITACIÓN REMATE ONLINE, CASA <box>548 548 732 559</box>
ad-title: REMATE MEJOR POSTOR VOLUNTA- <box>973 871 1166 882</box>
ad-body: al mejor postor, en calle Lord Cochrane N° 903, Santiago. Viernes 16 de enero de 2026, a las 12:00 hrs. Automóvil, marca Suzuki, modelo Swift Sport Hb 1.4 aut, año 2018, patente TFKG.32-7. Orden: 21° Jzdo. Civil de Santiago, Rol C-5880-2025, ‘Autofin S.A. con Yoanovich’. Garantía de remate depositar previamente la suma de $ 500.000.-, en la cuenta corriente del martillero, Banco Estado N° 29100112912; el saldo de adjudicación en el plazo de 48 horas, más comisión e impuestos legales, martilleros Cesar Jaque Ortega R.N.M. 1410; Patricio Díaz Puelma R.N.M. 1976. Ver en: www.aconcejo.cl. <box>760 988 954 1202</box>
ad-body: Vía Zoom Miércoles 14 Enero 2026 16.00 horas. 8° Juzgado Civil Santiago. Forum con Concha. Rol: C-10027-2020: Kia Ce- <box>548 2166 741 2204</box>
ad-body: Martillero Público Reg. 1790 rematará mejor postor orden 24° Civil Santiago 16 enero 14:30 hrs. Vía plataforma zoom en mi oficio Los Bosquinos, Parcela 22 Maipú Forum S.A. con Medina Rol C-3159-2023 Station Wagon Peugeot 3008 Hdi, año 2022, placa RXPF-77, exhibición de 11:30 a 16:00, comisión 10 % más imp. Legales, garantía $ 500.000, fono +56998248399, correo luis.maraboli12@gmail.com. <box>973 208 1166 341</box>
category-label: Remates <box>619 516 663 529</box>
classified-ad <box>761 775 954 978</box>
ad-body: enero 12:00 horas. Ordenado Servicio de Salud Metropolitano Sur Oriente, Hospital de La Florida y Hospital Doctor Sotero del Río. Camillas y Cortes clínicos, Ecógrafo, Extintores, Carros, Mamita, Equipos médicos, Equipos Computacionales, Equipos de Rayos X, Impresora de placas, Hornos, Congeladoras y muchos otros de diferente detalle. Exhibición presencial 13 y 14 enero desde 10:00AM -14:00PM en dependencias de servicio de salud y hospitales respectivos. Visitar vitrina y bases para saber en qué hospital se encuentran los lotes que le interesa a cada postor y postora retiro de estos. Exhibición de lotes y bases en www.marambio.cl. Luis Marambio R.N.M.P. 763. <box>973 1096 1166 1337</box>
classified-ad <box>548 547 741 885</box>
ad-title: 16-01-2026 A LAS 12° HORAS A TRAVÉS <box>548 1026 741 1051</box>
ad-body: ros de Chile Valparaíso y Coquimbo: vehículos Valparaíso: Subida Santos Ossa km 4.2 Santiago Coquimbo: Av. Juan José Latorre 415, Las Compañías, La Serena fecha remate miércoles 14 enero 2026 10 am www.rematesmontalaire.cl exhibición presencial días 12 y 13 enero de 10.00 a 13:00 14:00 a 17.00 hrs remate en línea y exhibición, pago y retiro inmediato garantía para participar solo se recepciona hasta martes 13 enero, 16 hrs después de esa hora no podrá participar automóviles Dodge Chevrolet Hyundai camionetas Chevrolet Nissan furgones Mercedes Benz Hyundai, motocicletas Bmw Honda y otros mandante se reserva el derecho de retirar, adjudicar o aumentar lotes www.fuenzalidaremates.cl Andrés Fuenzalida Rnm 1656 consultas en horario de oficina al whatsapp +56956654603. <box>973 564 1166 859</box>
classified-ad <box>761 144 954 238</box>
column-header <box>973 113 1166 139</box>
category-label: Remates <box>1027 123 1071 136</box>
ad-body: Santiago, Huérfanos 1409, piso 2, Santiago. El 11 de febrero de 2026 a las 13:30 horas se rematará el departamento 104-A, ubicado en el 1° piso, Torre A, etapa 1 y el Estacionamiento 479 en conjunto con la Bodega 343, ambos del 2° subterráneo, etapa II; todos del Condominio Ciudad Del Niño, ubicado en calle San Petersburgo 6.351, según plano de subdivisión N° 9.906, y planos de copropiedad N° s. 10.244 y 10.244 de la A al H, comunas de San Miguel, ciudad de Santiago. Inscrito a nombre de la demandada Irma Angelica Leal Escarate constanta FS.17561 N° 16120 del Registro de Propiedad del año 2019 del Conservador de Bienes Raíces de San Miguel. Se comprenden los derechos de dominio proporcionales sobre los bienes comunes del conjunto habitacional y el terreno. Mínimo en UF 1.391- que corresponde a los 2/3 del primer mínimo más $ 136.400 por concepto de costas. Precio se pagará íntegramente al contado, por videoconferencia, mediante la plataforma Zoom debiendo los interesados contar con los elementos tecnológicos y de conexión necesarios para participar en la subasta. Todo postor debe acompañar materialmente a título de garantía un vale vista endosable a la orden del Tribunal equivalente al 10% del precio mínimo, hasta las 13:00 horas del día hábil inmediatamente anterior a la fecha de la subasta en el Tribunal, los interesados deberán enviar al correo electrónico jcsantiago4_remates@pjud.cl, copia digitalizada del vale vista y de la cédula de identidad de quien participará en la subasta, indicando su nombre completo, número de teléfono y correo electrónico con el que se recibirá el link de acceso virtual, hasta las 14:00 horas del día hábil anterior a la fecha fijada para el remate. Bases en autos caratulados en expediente ‘Securitizadora con Leal Escarate’. Rol C-2895-2021.Secretario. <box>1398 1445 1592 2076</box>
ad-title: REMATE JUDICIAL, PRESENCIAL <box>760 248 937 260</box>
classified-ad <box>548 1449 741 1773</box>
classified-ad <box>761 1713 954 1862</box>
